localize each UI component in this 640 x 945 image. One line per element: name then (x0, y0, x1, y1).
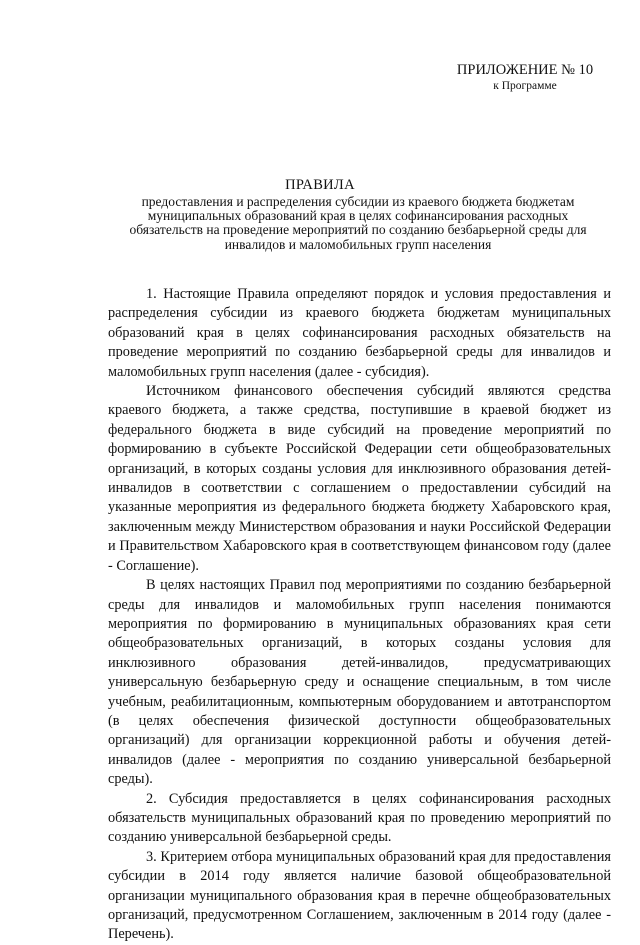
document-body (108, 285, 611, 945)
paragraph-4: 2. Субсидия предоставляется в целях софинансирования расходных обязательств муниципальных образований края по проведению мероприятий по созданию универсальной безбарьерной среды. (108, 790, 611, 846)
appendix-subtitle: к Программе (493, 80, 557, 92)
document-subtitle: предоставления и распределения субсидии из краевого бюджета бюджетам муниципальных образований края в целях софинансирования расходных обязательств на проведение мероприятий по созданию безбарьерной среды для инвалидов и маломобильных групп населения (129, 194, 587, 252)
paragraph-2: Источником финансового обеспечения субсидий являются средства краевого бюджета, а также средства, поступившие в краевой бюджет из федерального бюджета в виде субсидий на проведение мероприятий по формированию в субъекте Российской Федерации сети общеобразовательных организаций, в которых созданы условия для инклюзивного образования детей-инвалидов в соответствии с соглашением о предоставлении субсидий на указанные мероприятия из федерального бюджета бюджету Хабаровского края, заключенным между Министерством образования и науки Российской Федерации и Правительством Хабаровского края в соответствующем финансовом году (далее - Соглашение). (108, 383, 611, 574)
appendix-number: ПРИЛОЖЕНИЕ № 10 (456, 62, 594, 78)
appendix-block (430, 62, 620, 93)
document-title: ПРАВИЛА (285, 177, 355, 193)
paragraph-3: В целях настоящих Правил под мероприятиями по созданию безбарьерной среды для инвалидов и маломобильных групп населения понимаются мероприятия по формированию в муниципальных образованиях края сети общеобразовательных организаций, в которых созданы условия для инклюзивного образования детей-инвалидов, предусматривающих универсальную безбарьерную среду и оснащение специальным, в том числе учебным, реабилитационным, компьютерным оборудованием и автотранспортом (в целях обеспечения физической доступности общеобразовательных организаций) для организации коррекционной работы и обучения детей-инвалидов (далее - мероприятия по созданию универсальной безбарьерной среды). (108, 577, 611, 788)
paragraph-5: 3. Критерием отбора муниципальных образований края для предоставления субсидии в 2014 году является наличие базовой общеобразовательной организации муниципального образования края в перечне общеобразовательных организаций, предусмотренном Соглашением, заключенным в 2014 году (далее - Перечень). (108, 848, 611, 943)
paragraph-1: 1. Настоящие Правила определяют порядок и условия предоставления и распределения субсидии из краевого бюджета бюджетам муниципальных образований края в целях софинансирования расходных обязательств на проведение мероприятий по созданию безбарьерной среды для инвалидов и маломобильных групп населения (далее - субсидия). (108, 286, 611, 380)
